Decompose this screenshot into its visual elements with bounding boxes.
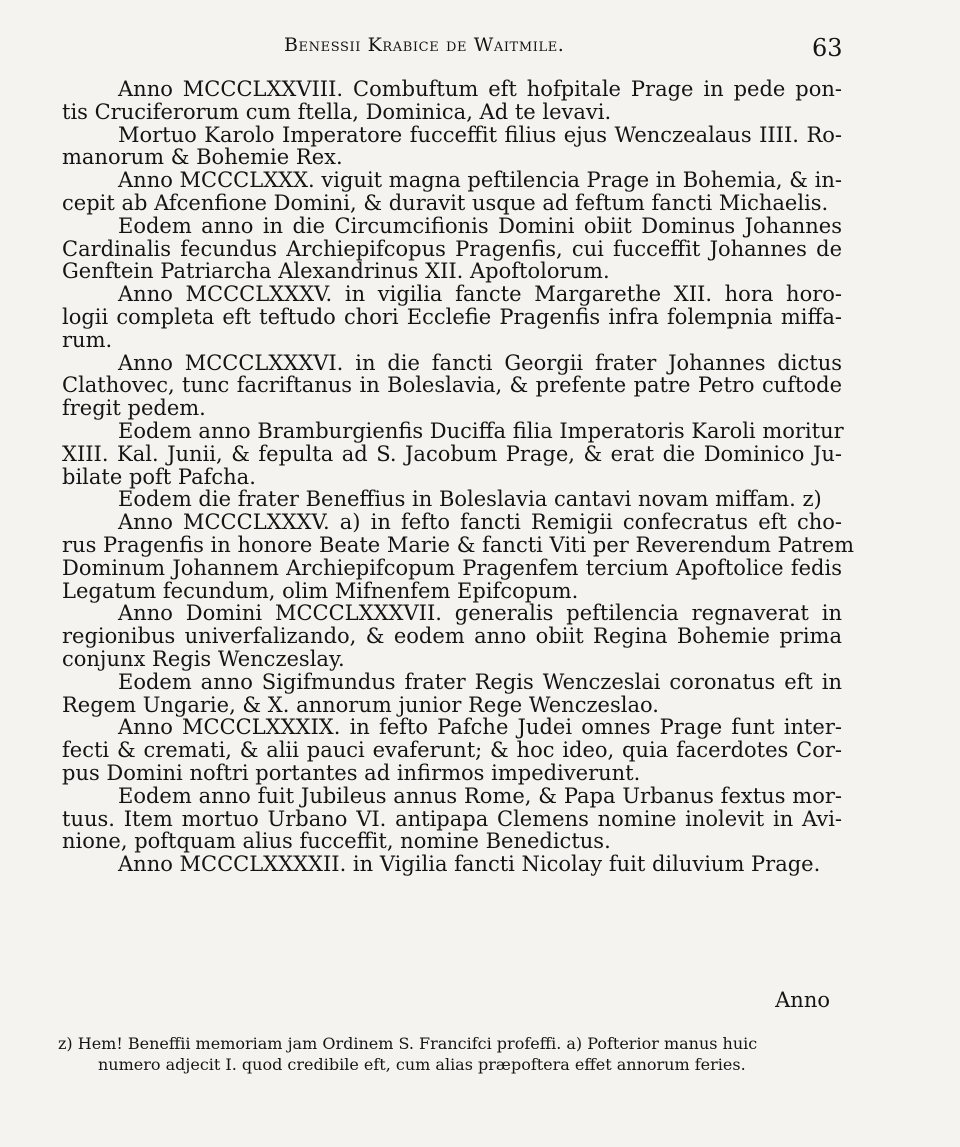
text-line: Dominum Johannem Archiepifcopum Pragenfem tercium Apoftolice fedis [62,555,842,580]
text-line: Eodem anno fuit Jubileus annus Rome, & Papa Urbanus fextus mor- [118,783,842,808]
body-text [62,77,855,877]
text-line: Anno MCCCLXXXV. in vigilia fancte Margarethe XII. hora horo- [118,282,842,307]
text-line: bilate poft Pafcha. [62,464,256,489]
text-line: tis Cruciferorum cum ftella, Dominica, Ad te levavi. [62,99,612,124]
running-title: Benessii Krabice de Waitmile. [284,34,565,56]
catchword: Anno [775,988,830,1012]
page-number: 63 [812,34,843,62]
text-line: Mortuo Karolo Imperatore fucceffit filius ejus Wenczealaus IIII. Ro- [118,122,842,147]
text-line: Genftein Patriarcha Alexandrinus XII. Apoftolorum. [62,259,610,284]
text-line: Eodem anno Sigifmundus frater Regis Wenczeslai coronatus eft in [118,669,842,694]
text-line: pus Domini noftri portantes ad infirmos impediverunt. [62,760,641,785]
text-line: manorum & Bohemie Rex. [62,145,343,170]
text-line: logii completa eft teftudo chori Ecclefie Pragenfis infra folempnia miffa- [62,304,842,329]
footnote-line: z) Hem! Beneffii memoriam jam Ordinem S. Francifci profeffi. a) Pofterior manus huic [58,1034,758,1053]
footnote-line: numero adjecit I. quod credibile eft, cum alias præpoftera effet annorum feries. [98,1055,746,1074]
text-line: Anno MCCCLXXXIX. in fefto Pafche Judei omnes Prage funt inter- [118,715,842,740]
text-line: regionibus univerfalizando, & eodem anno obiit Regina Bohemie prima [62,624,842,649]
text-line: Anno MCCCLXXXVI. in die fancti Georgii frater Johannes dictus [118,350,842,375]
text-line: nione, poftquam alius fucceffit, nomine Benedictus. [62,829,611,854]
text-line: Eodem die frater Beneffius in Boleslavia cantavi novam miffam. z) [118,487,822,512]
text-line: fecti & cremati, & alii pauci evaferunt; & hoc ideo, quia facerdotes Cor- [62,738,842,763]
text-line: Anno MCCCLXXXXII. in Vigilia fancti Nicolay fuit diluvium Prage. [118,852,821,877]
footnotes [58,1033,838,1075]
text-line: tuus. Item mortuo Urbano VI. antipapa Clemens nomine inolevit in Avi- [62,806,842,831]
text-line: rus Pragenfis in honore Beate Marie & fancti Viti per Reverendum Patrem [62,532,855,557]
text-line: XIII. Kal. Junii, & fepulta ad S. Jacobum Prage, & erat die Dominico Ju- [62,441,842,466]
text-line: conjunx Regis Wenczeslay. [62,646,345,671]
text-line: Clathovec, tunc facriftanus in Boleslavia, & prefente patre Petro cuftode [62,373,842,398]
text-line: cepit ab Afcenfione Domini, & duravit usque ad feftum fancti Michaelis. [62,190,829,215]
text-line: Cardinalis fecundus Archiepifcopus Pragenfis, cui fucceffit Johannes de [62,236,842,261]
text-line: Anno Domini MCCCLXXXVII. generalis peftilencia regnaverat in [118,601,842,626]
text-line: Anno MCCCLXXVIII. Combuftum eft hofpitale Prage in pede pon- [118,77,842,101]
text-line: Anno MCCCLXXXV. a) in fefto fancti Remigii confecratus eft cho- [118,510,842,535]
text-line: rum. [62,327,113,352]
text-line: fregit pedem. [62,396,206,421]
text-line: Eodem anno in die Circumcifionis Domini obiit Dominus Johannes [118,213,842,238]
text-line: Legatum fecundum, olim Mifnenfem Epifcopum. [62,578,579,603]
text-line: Eodem anno Bramburgienfis Duciffa filia Imperatoris Karoli moritur [118,418,844,443]
text-line: Anno MCCCLXXX. viguit magna peftilencia Prage in Bohemia, & in- [118,168,842,193]
text-line: Regem Ungarie, & X. annorum junior Rege Wenczeslao. [62,692,659,717]
